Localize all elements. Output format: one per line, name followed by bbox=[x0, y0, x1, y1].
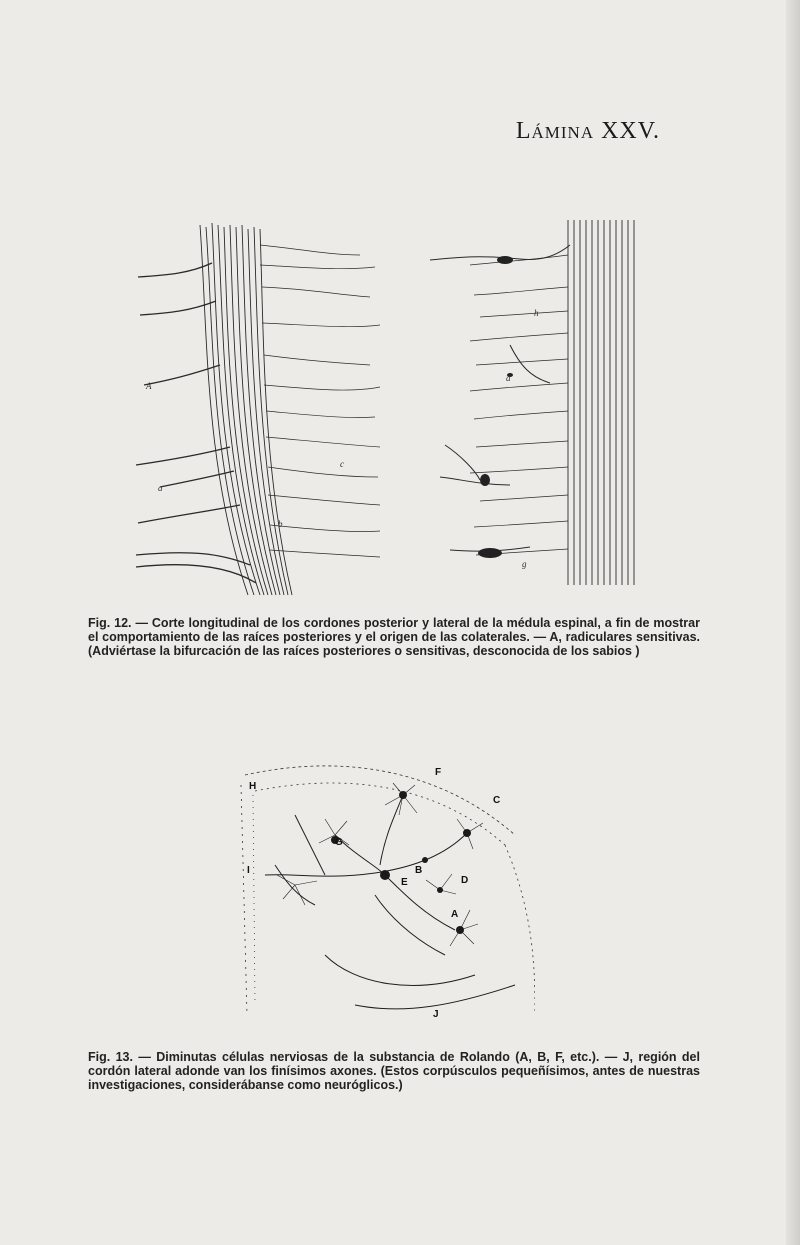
page-edge-shadow bbox=[786, 0, 800, 1245]
fig13-label-E: E bbox=[401, 877, 408, 888]
fig13-label-G: G bbox=[335, 837, 343, 848]
fig13-label-H: H bbox=[249, 781, 257, 792]
figure-13-caption-text: Diminutas células nerviosas de la substancia de Rolando (A, B, F, etc.). — J, región del cordón lateral adonde van los finísimos axones. (Estos corpúsculos pequeñísimos, antes de nuestras investigaciones, considerábanse como neuróglicos.) bbox=[88, 1050, 700, 1092]
fig13-label-F: F bbox=[435, 767, 442, 778]
fig12-right-fibres bbox=[568, 220, 634, 585]
fig12-label-A: A bbox=[146, 381, 152, 391]
fig13-label-I: I bbox=[247, 865, 250, 876]
fig12-left-fibres bbox=[200, 223, 292, 595]
figure-12-caption bbox=[88, 616, 700, 658]
fig13-label-J: J bbox=[433, 1009, 439, 1020]
fig13-label-A: A bbox=[451, 909, 459, 920]
fig13-label-B: B bbox=[415, 865, 423, 876]
plate-title: Lámina XXV. bbox=[515, 118, 660, 144]
figure-13-illustration bbox=[235, 755, 535, 1035]
fig12-label-h: h bbox=[534, 308, 539, 318]
figure-12-illustration bbox=[130, 215, 650, 600]
fig13-label-D: D bbox=[461, 875, 469, 886]
figure-12-caption-text: Corte longitudinal de los cordones posterior y lateral de la médula espinal, a fin de mostrar el comportamiento de las raíces posteriores y el origen de las colaterales. — A, radiculares sensitivas. (Adviértase la bifurcación de las raíces posteriores o sensitivas, desconocida de los sabios ) bbox=[88, 616, 700, 658]
figure-12-caption-number: Fig. 12. — bbox=[88, 616, 148, 630]
fig12-label-c: c bbox=[340, 459, 344, 469]
figure-13-caption bbox=[88, 1050, 700, 1092]
fig12-label-a: a bbox=[158, 483, 163, 493]
fig12-label-g: g bbox=[522, 559, 527, 569]
fig12-label-d: d bbox=[506, 373, 511, 383]
fig13-label-C: C bbox=[493, 795, 501, 806]
figure-13 bbox=[235, 755, 535, 1035]
figure-13-caption-number: Fig. 13. — bbox=[88, 1050, 151, 1064]
fig12-label-b: b bbox=[278, 519, 283, 529]
figure-12 bbox=[130, 215, 650, 600]
